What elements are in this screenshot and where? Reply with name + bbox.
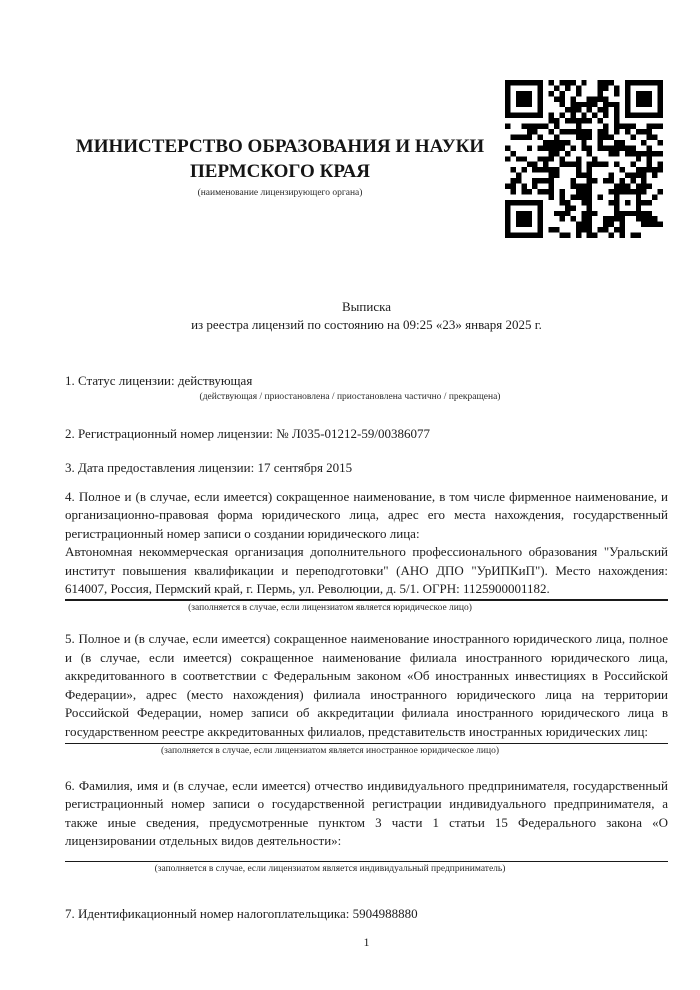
item-4-fill-line [65, 599, 668, 601]
item-2-registration-number: 2. Регистрационный номер лицензии: № Л035-01212-59/00386077 [65, 426, 431, 442]
document-title-line1: Выписка [342, 299, 391, 314]
item-1-license-status: 1. Статус лицензии: действующая [65, 372, 253, 388]
item-5-caption: (заполняется в случае, если лицензиатом является иностранное юридическое лицо) [161, 745, 499, 756]
item-1-caption: (действующая / приостановлена / приостановлена частично / прекращена) [199, 392, 501, 403]
licensing-authority-header [65, 0, 495, 199]
item-4-legal-entity-heading: 4. Полное и (в случае, если имеется) сокращенное наименование, в том числе фирменное наименование, и организационно-правовая форма юридического лица, адрес его места нахождения, государственный регистрационный номер записи о создании юридического лица: [65, 489, 668, 541]
ministry-name [65, 134, 495, 184]
license-items [65, 372, 668, 923]
page-number: 1 [363, 934, 370, 949]
document-title [65, 298, 668, 335]
item-6-fill-line [65, 861, 668, 862]
item-6-caption: (заполняется в случае, если лицензиатом является индивидуальный предприниматель) [154, 863, 506, 874]
item-4-legal-entity-value: Автономная некоммерческая организация дополнительного профессионального образования "Уральский институт повышения квалификации и переподготовки" (АНО ДПО "УрИПКиП"). Место нахождения: 614007, Россия, Пермский край, г. Пермь, ул. Революции, д. 5/1. ОГРН: 1125900001182. [65, 544, 668, 597]
document-content [65, 0, 668, 949]
document-title-line2: из реестра лицензий по состоянию на 09:25 «23» января 2025 г. [191, 317, 542, 333]
item-7-taxpayer-id: 7. Идентификационный номер налогоплательщика: 5904988880 [65, 905, 418, 921]
item-4-caption: (заполняется в случае, если лицензиатом является юридическое лицо) [188, 603, 472, 614]
item-5-foreign-entity-heading: 5. Полное и (в случае, если имеется) сокращенное наименование иностранного юридического лица, полное и (в случае, если имеется) сокращенное наименование филиала иностранного юридического лица, аккредитованного в соответствии с Федеральным законом «Об иностранных инвестициях в Российской Федерации», адрес (место нахождения) филиала иностранного юридического лица на территории Российской Федерации, номер записи об аккредитации филиала иностранного юридического лица в государственном реестре аккредитованных филиалов, представительств иностранных юридических лиц: [65, 631, 668, 739]
ministry-name-line2: ПЕРМСКОГО КРАЯ [190, 161, 370, 182]
item-3-license-grant-date: 3. Дата предоставления лицензии: 17 сентября 2015 [65, 459, 353, 475]
ministry-caption: (наименование лицензирующего органа) [197, 188, 363, 198]
item-5-fill-line [65, 743, 668, 744]
ministry-name-line1: МИНИСТЕРСТВО ОБРАЗОВАНИЯ И НАУКИ [75, 136, 485, 157]
item-6-entrepreneur-heading: 6. Фамилия, имя и (в случае, если имеется) отчество индивидуального предпринимателя, государственный регистрационный номер записи о государственной регистрации индивидуального предпринимателя, а также иные сведения, предусмотренные пунктом 3 части 1 статьи 15 Федерального закона «О лицензировании отдельных видов деятельности»: [65, 777, 668, 849]
